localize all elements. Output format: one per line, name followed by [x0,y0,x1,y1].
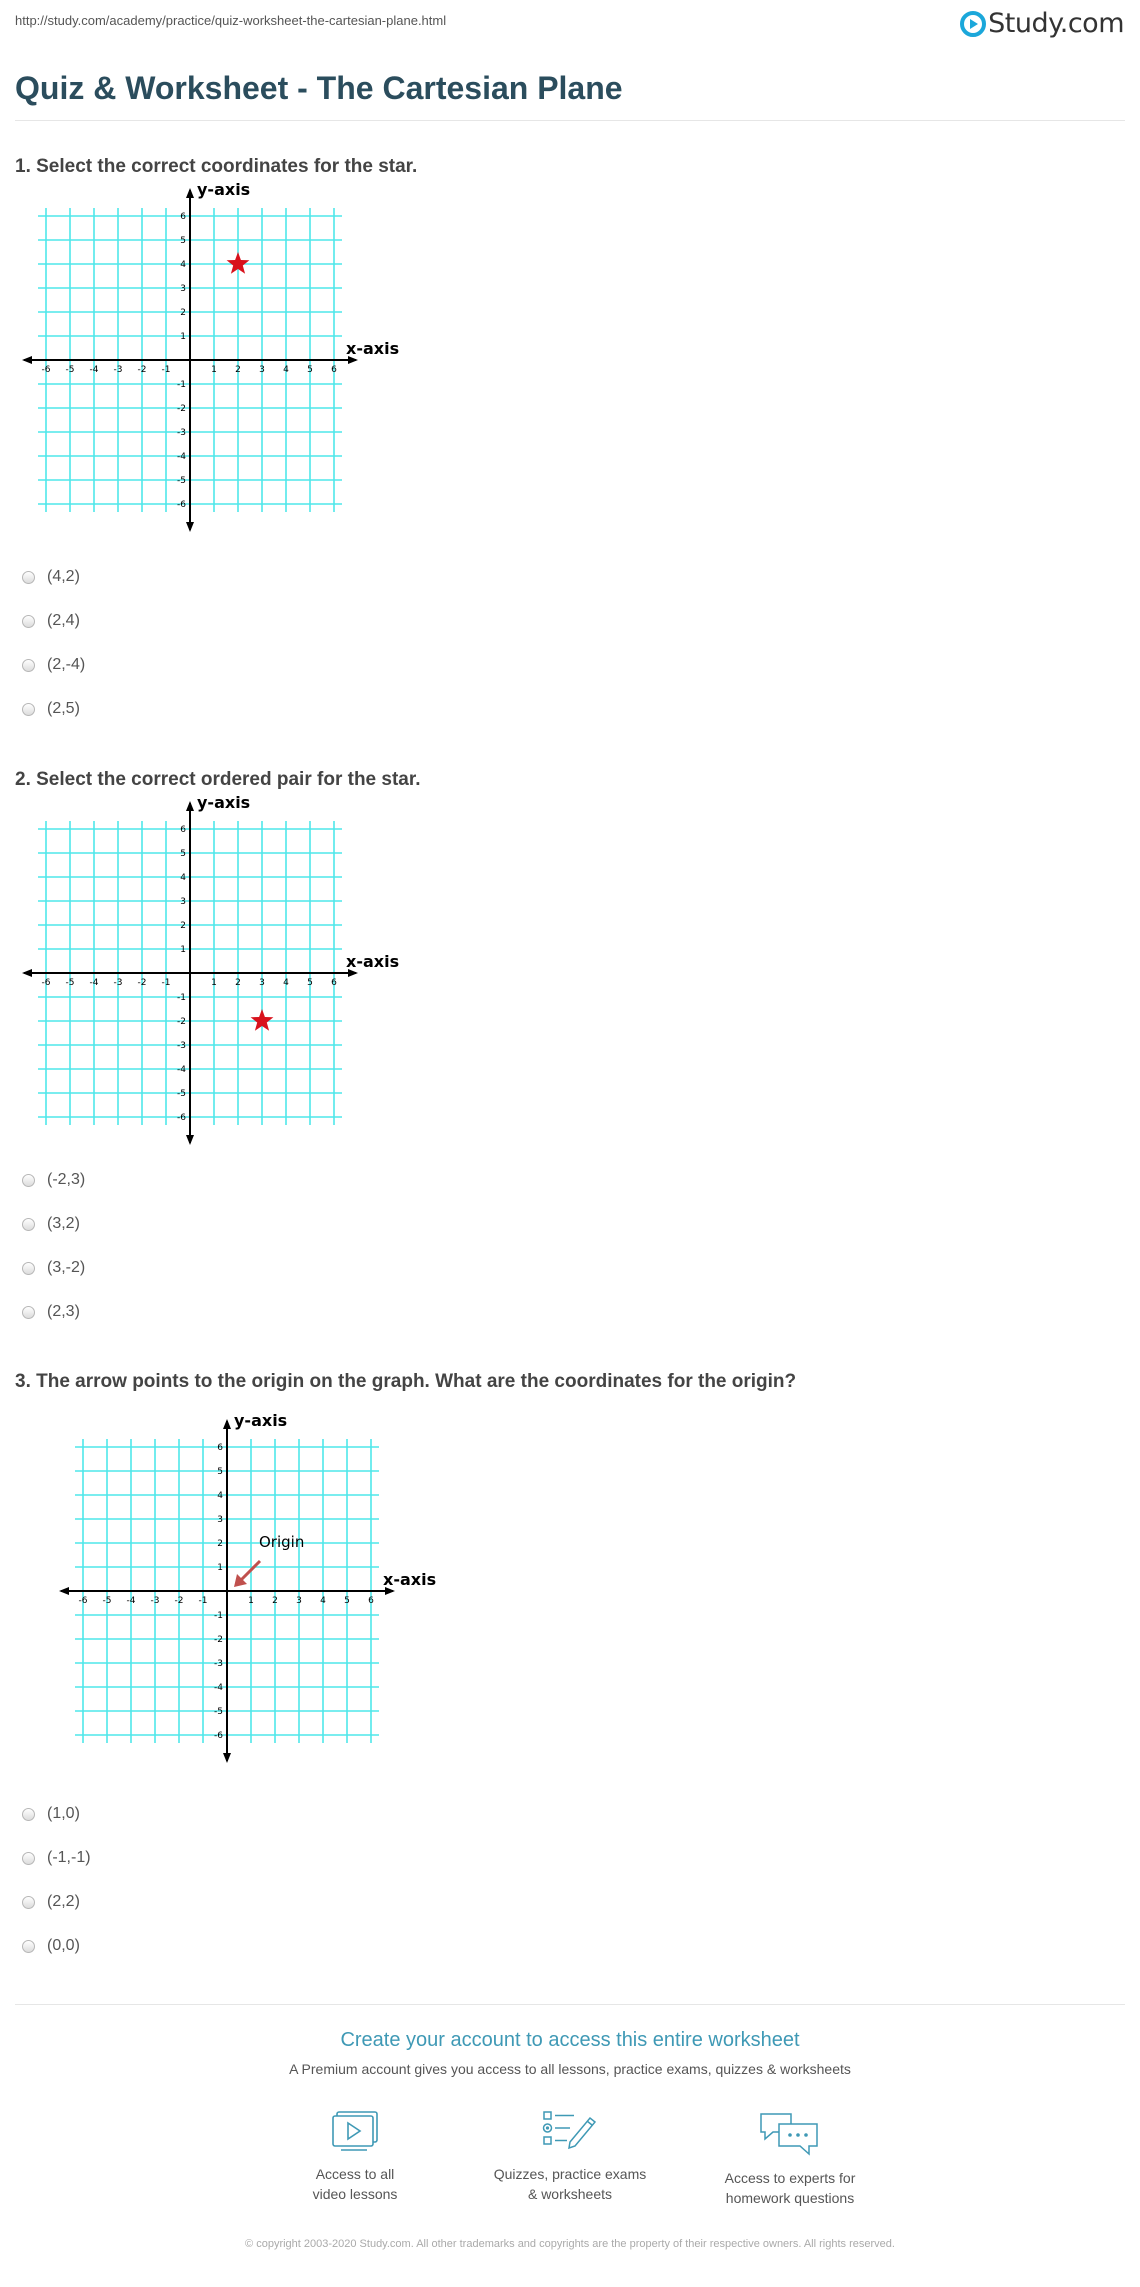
feature-quizzes [460,2108,680,2204]
x-tick-label: 4 [283,365,289,375]
y-tick-label: 4 [180,260,186,270]
y-axis-arrow-up [186,801,194,811]
y-axis-arrow-up [186,188,194,198]
chat-bubbles-icon [757,2108,823,2158]
radio-button[interactable] [22,1940,35,1953]
x-tick-label: 1 [248,1596,254,1606]
y-tick-label: 6 [180,212,186,222]
origin-label: Origin [259,1533,305,1551]
x-tick-label: -5 [65,365,75,375]
x-tick-label: 4 [283,978,289,988]
y-tick-label: -5 [177,476,186,486]
radio-button[interactable] [22,703,35,716]
video-lessons-icon [327,2108,383,2154]
x-tick-label: -3 [113,978,123,988]
play-circle-icon [960,11,986,37]
y-tick-label: 3 [217,1515,223,1525]
question-3-choice-1[interactable] [22,1805,80,1823]
quiz-list-icon [540,2108,600,2154]
x-tick-label: -1 [198,1596,208,1606]
choice-label: (1,0) [47,1805,80,1822]
x-tick-label: 5 [307,365,313,375]
x-tick-label: -5 [65,978,75,988]
question-3-graph [37,1411,457,1771]
question-2-choice-1[interactable] [22,1171,85,1189]
question-2-graph [0,793,420,1153]
page-url[interactable]: http://study.com/academy/practice/quiz-worksheet-the-cartesian-plane.html [15,13,447,28]
feature-line-2: homework questions [725,2190,855,2206]
y-tick-label: 5 [180,849,186,859]
section-divider [15,2004,1125,2005]
choice-label: (4,2) [47,568,80,585]
radio-button[interactable] [22,1218,35,1231]
y-tick-label: -1 [177,993,186,1003]
feature-line-2: video lessons [312,2186,398,2202]
question-1-choice-4[interactable] [22,700,80,718]
feature-experts [680,2108,900,2208]
x-tick-label: 4 [320,1596,326,1606]
choice-label: (0,0) [47,1937,80,1954]
question-1-choice-1[interactable] [22,568,80,586]
y-axis-title: y-axis [197,180,251,199]
y-tick-label: -6 [177,500,186,510]
x-tick-label: 3 [259,365,265,375]
x-tick-label: -5 [102,1596,112,1606]
radio-button[interactable] [22,1306,35,1319]
x-tick-label: -6 [41,365,51,375]
y-tick-label: 2 [180,921,186,931]
y-tick-label: 6 [180,825,186,835]
logo-text: Study.com [988,8,1124,39]
feature-label [680,2168,900,2208]
question-2-choice-4[interactable] [22,1303,80,1321]
y-tick-label: 5 [217,1467,223,1477]
y-axis-title: y-axis [234,1411,288,1430]
y-tick-label: -6 [214,1731,223,1741]
y-tick-label: 6 [217,1443,223,1453]
y-tick-label: -1 [214,1611,223,1621]
x-tick-label: 5 [344,1596,350,1606]
y-tick-label: -2 [214,1635,223,1645]
feature-label [245,2164,465,2204]
question-3-text: 3. The arrow points to the origin on the graph. What are the coordinates for the origin? [15,1371,797,1392]
y-tick-label: -2 [177,1017,186,1027]
question-1-choice-2[interactable] [22,612,80,630]
x-tick-label: -2 [137,365,147,375]
choice-label: (2,3) [47,1303,80,1320]
question-3-choice-2[interactable] [22,1849,91,1867]
cta-title[interactable]: Create your account to access this entire worksheet [340,2029,800,2051]
y-tick-label: -4 [177,452,186,462]
y-axis-arrow-up [223,1419,231,1429]
choice-label: (2,-4) [47,656,86,673]
y-axis-arrow-down [223,1753,231,1763]
y-tick-label: 3 [180,897,186,907]
x-tick-label: -6 [78,1596,88,1606]
study-logo[interactable] [960,8,1124,39]
x-axis-arrow-left [22,356,32,364]
page-title: Quiz & Worksheet - The Cartesian Plane [15,70,623,106]
x-tick-label: 1 [211,978,217,988]
x-tick-label: -4 [89,978,99,988]
x-tick-label: 6 [331,365,337,375]
y-tick-label: 4 [180,873,186,883]
x-tick-label: -6 [41,978,51,988]
y-tick-label: -4 [177,1065,186,1075]
y-tick-label: -5 [214,1707,223,1717]
question-3-choice-3[interactable] [22,1893,80,1911]
question-1-graph [0,180,420,540]
radio-button[interactable] [22,1174,35,1187]
x-tick-label: -1 [161,978,171,988]
x-tick-label: 1 [211,365,217,375]
x-tick-label: -4 [126,1596,136,1606]
question-1-text: 1. Select the correct coordinates for the star. [15,156,418,177]
x-tick-label: 2 [235,978,241,988]
radio-button[interactable] [22,1262,35,1275]
x-axis-title: x-axis [346,952,400,971]
x-axis-arrow-left [59,1587,69,1595]
x-tick-label: -1 [161,365,171,375]
question-2-choice-2[interactable] [22,1215,80,1233]
x-tick-label: -4 [89,365,99,375]
y-tick-label: 3 [180,284,186,294]
feature-video-lessons [245,2108,465,2204]
x-tick-label: 3 [259,978,265,988]
feature-line-1: Access to all [315,2166,395,2182]
y-tick-label: -3 [177,1041,186,1051]
choice-label: (3,2) [47,1215,80,1232]
x-tick-label: -2 [174,1596,184,1606]
x-tick-label: 6 [331,978,337,988]
choice-label: (2,5) [47,700,80,717]
cta-subtitle: A Premium account gives you access to all lessons, practice exams, quizzes & worksheets [289,2061,851,2077]
radio-button[interactable] [22,571,35,584]
y-axis-arrow-down [186,1135,194,1145]
feature-line-2: & worksheets [527,2186,613,2202]
radio-button[interactable] [22,659,35,672]
choice-label: (-2,3) [47,1171,86,1188]
x-tick-label: -3 [113,365,123,375]
question-2-text: 2. Select the correct ordered pair for the star. [15,769,421,790]
x-tick-label: 6 [368,1596,374,1606]
radio-button[interactable] [22,1896,35,1909]
y-tick-label: -1 [177,380,186,390]
choice-label: (2,2) [47,1893,80,1910]
radio-button[interactable] [22,615,35,628]
x-tick-label: 3 [296,1596,302,1606]
feature-label [460,2164,680,2204]
title-divider [15,120,1125,121]
x-axis-arrow-left [22,969,32,977]
copyright-text: © copyright 2003-2020 Study.com. All other trademarks and copyrights are the property of their respective owners. All rights reserved. [245,2238,895,2250]
y-tick-label: -3 [177,428,186,438]
radio-button[interactable] [22,1808,35,1821]
choice-label: (-1,-1) [47,1849,91,1866]
origin-arrow-line [240,1561,260,1581]
radio-button[interactable] [22,1852,35,1865]
question-1-choice-3[interactable] [22,656,85,674]
y-tick-label: 1 [217,1563,223,1573]
top-bar [0,0,1140,50]
y-tick-label: 4 [217,1491,223,1501]
x-tick-label: 2 [272,1596,278,1606]
feature-line-1: Access to experts for [724,2170,856,2186]
y-axis-title: y-axis [197,793,251,812]
question-2-choice-3[interactable] [22,1259,85,1277]
y-tick-label: -5 [177,1089,186,1099]
y-axis-arrow-down [186,522,194,532]
y-tick-label: 5 [180,236,186,246]
y-tick-label: 2 [180,308,186,318]
x-axis-title: x-axis [346,339,400,358]
question-3-choice-4[interactable] [22,1937,80,1955]
feature-line-1: Quizzes, practice exams [493,2166,647,2182]
x-tick-label: 5 [307,978,313,988]
y-tick-label: 1 [180,945,186,955]
x-tick-label: -3 [150,1596,160,1606]
choice-label: (2,4) [47,612,80,629]
y-tick-label: -6 [177,1113,186,1123]
y-tick-label: 2 [217,1539,223,1549]
x-axis-title: x-axis [383,1570,437,1589]
y-tick-label: -2 [177,404,186,414]
y-tick-label: -4 [214,1683,223,1693]
x-tick-label: 2 [235,365,241,375]
y-tick-label: -3 [214,1659,223,1669]
choice-label: (3,-2) [47,1259,86,1276]
x-tick-label: -2 [137,978,147,988]
y-tick-label: 1 [180,332,186,342]
